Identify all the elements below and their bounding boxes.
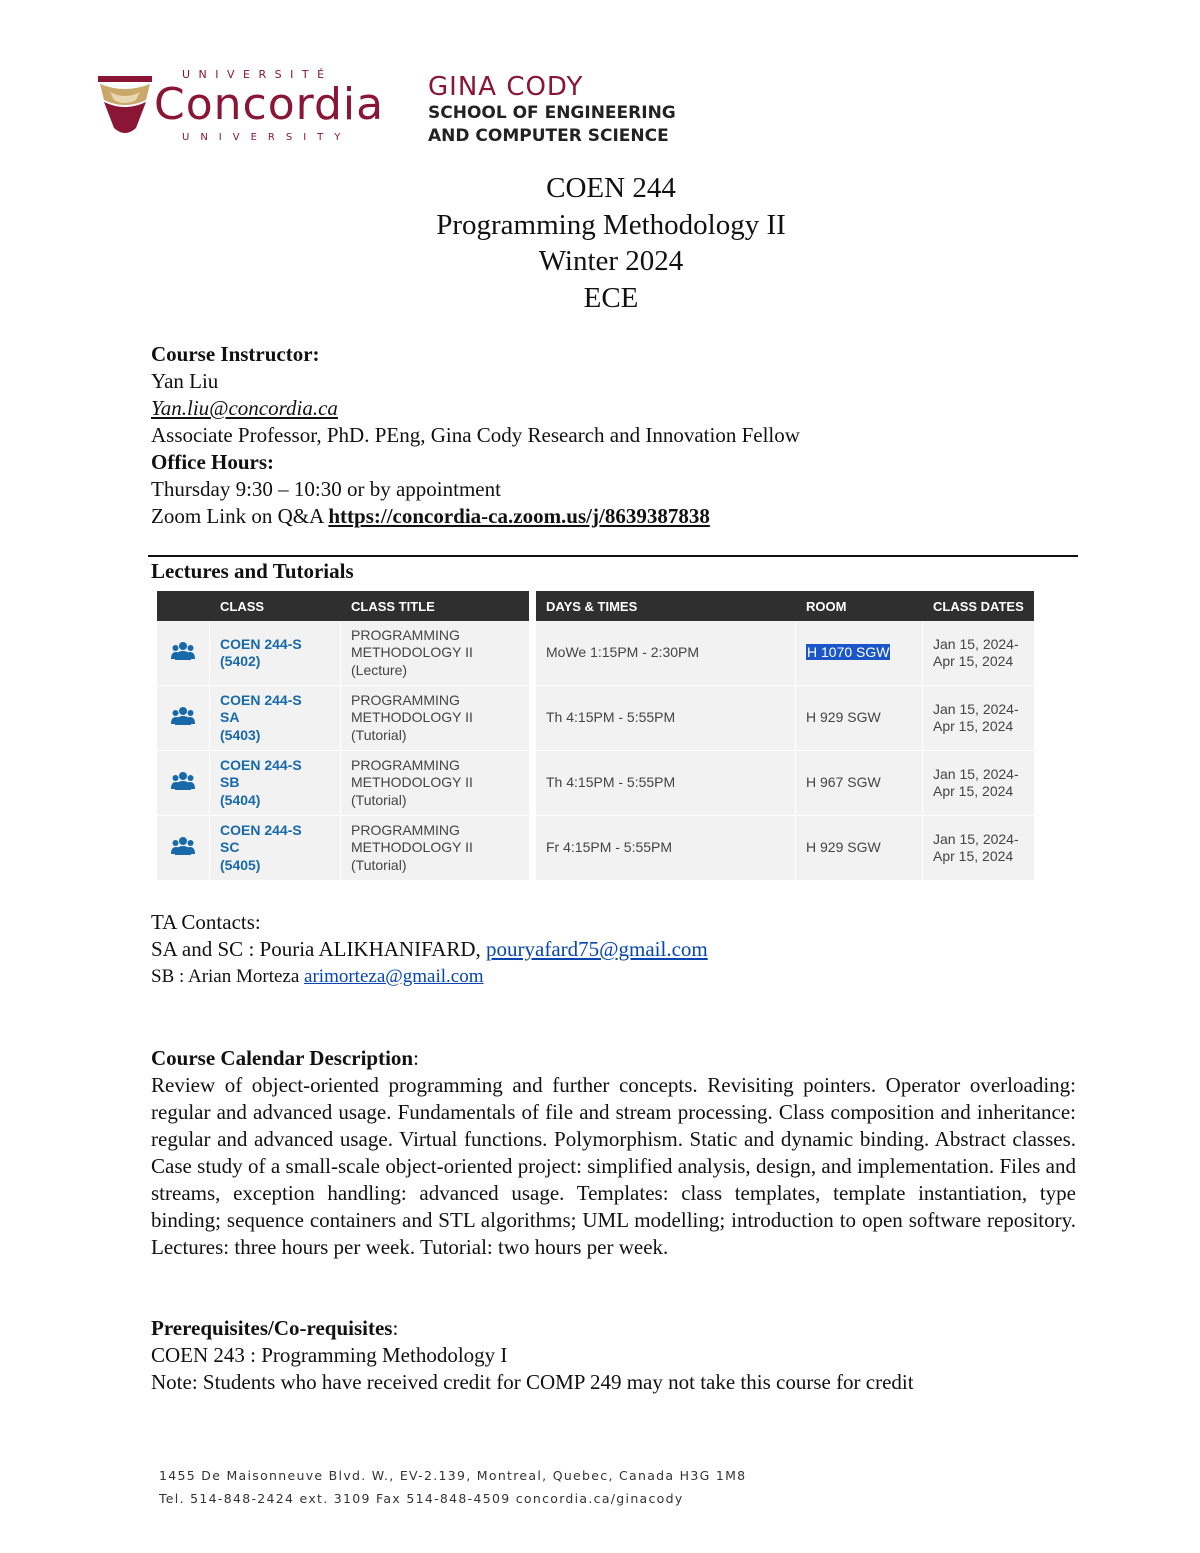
room-cell [796, 816, 923, 881]
school-line-1: SCHOOL OF ENGINEERING [428, 103, 676, 123]
school-name: GINA CODY [428, 72, 584, 102]
concordia-shield-icon [96, 70, 154, 142]
table-row [157, 621, 1034, 686]
class-code: COEN 244-S [220, 756, 302, 773]
prereq-course: COEN 243 : Programming Methodology I [151, 1343, 508, 1367]
class-title-cell [341, 621, 536, 686]
footer-address: 1455 De Maisonneuve Blvd. W., EV-2.139, Montreal, Quebec, Canada H3G 1M8 [159, 1468, 747, 1483]
class-code-link[interactable] [220, 636, 302, 670]
class-dates-cell [923, 621, 1034, 686]
column-header-class-title: CLASS TITLE [341, 591, 536, 621]
logo-university-text: UNIVERSITY [182, 132, 352, 143]
class-icon-cell[interactable] [157, 751, 210, 816]
instructor-name: Yan Liu [151, 369, 219, 393]
class-dates-cell [923, 751, 1034, 816]
days-times-cell: MoWe 1:15PM - 2:30PM [536, 621, 796, 686]
class-date-start: Jan 15, 2024- [933, 635, 1019, 652]
footer [159, 1464, 746, 1510]
ta-line-1-prefix: SA and SC : Pouria ALIKHANIFARD, [151, 937, 487, 961]
class-section: SA [220, 709, 240, 726]
class-title-line-2: METHODOLOGY II [351, 839, 473, 856]
class-date-start: Jan 15, 2024- [933, 765, 1019, 782]
section-divider [148, 555, 1078, 557]
prereq-colon: : [392, 1316, 399, 1340]
office-hours-heading: Office Hours: [151, 450, 275, 474]
description-heading-line [151, 1045, 1076, 1072]
course-description-section [151, 1045, 1076, 1261]
class-title-line-1: PROGRAMMING [351, 626, 460, 643]
class-title-line-2: METHODOLOGY II [351, 644, 473, 661]
prereq-note: Note: Students who have received credit for COMP 249 may not take this course for credit [151, 1370, 914, 1394]
people-group-icon[interactable] [171, 648, 195, 664]
class-date-end: Apr 15, 2024 [933, 653, 1014, 669]
class-number: (5404) [220, 791, 261, 808]
ta-line-sa-sc [151, 936, 1076, 963]
class-kind: (Tutorial) [351, 726, 407, 743]
column-header-room: ROOM [796, 591, 923, 621]
class-cell[interactable] [210, 751, 341, 816]
office-hours-text: Thursday 9:30 – 10:30 or by appointment [151, 477, 501, 501]
room-value: H 929 SGW [806, 709, 881, 726]
class-icon-cell[interactable] [157, 621, 210, 686]
zoom-line [151, 503, 1076, 530]
class-cell[interactable] [210, 686, 341, 751]
description-heading: Course Calendar Description [151, 1046, 414, 1070]
people-group-icon[interactable] [171, 778, 195, 794]
room-cell [796, 686, 923, 751]
course-code: COEN 244 [546, 172, 676, 204]
room-cell [796, 621, 923, 686]
course-dept: ECE [583, 281, 639, 314]
column-header-class-dates: CLASS DATES [923, 591, 1034, 621]
class-date-start: Jan 15, 2024- [933, 830, 1019, 847]
room-cell [796, 751, 923, 816]
icon-column-header [157, 591, 210, 621]
column-header-class: CLASS [210, 591, 341, 621]
class-cell[interactable] [210, 816, 341, 881]
class-kind: (Tutorial) [351, 856, 407, 873]
instructor-role: Associate Professor, PhD. PEng, Gina Cody Research and Innovation Fellow [151, 423, 800, 447]
class-number: (5402) [220, 653, 261, 669]
course-name: Programming Methodology II [436, 208, 786, 241]
room-value: H 1070 SGW [807, 644, 890, 661]
class-code-link[interactable] [220, 692, 302, 743]
people-group-icon[interactable] [171, 713, 195, 729]
instructor-section [151, 341, 1076, 530]
class-icon-cell[interactable] [157, 816, 210, 881]
table-row [157, 686, 1034, 751]
class-number: (5403) [220, 726, 261, 743]
zoom-link[interactable]: https://concordia-ca.zoom.us/j/8639387838 [328, 504, 710, 528]
class-cell[interactable] [210, 621, 341, 686]
class-code: COEN 244-S [220, 635, 302, 652]
days-times-cell: Fr 4:15PM - 5:55PM [536, 816, 796, 881]
class-title-cell [341, 686, 536, 751]
class-section: SB [220, 774, 240, 791]
zoom-prefix: Zoom Link on Q&A [151, 504, 329, 528]
ta-heading: TA Contacts: [151, 910, 261, 934]
class-date-end: Apr 15, 2024 [933, 783, 1014, 799]
course-title-block [0, 170, 1200, 316]
class-code: COEN 244-S [220, 821, 302, 838]
class-title-line-1: PROGRAMMING [351, 691, 460, 708]
class-title-line-1: PROGRAMMING [351, 821, 460, 838]
prereq-heading-line [151, 1315, 1076, 1342]
class-code: COEN 244-S [220, 691, 302, 708]
logo-concordia-wordmark: Concordia [154, 79, 385, 130]
ta-contacts-section [151, 909, 1076, 990]
logo-universite-text: UNIVERSITÉ [182, 68, 333, 81]
instructor-heading: Course Instructor: [151, 342, 320, 366]
class-kind: (Tutorial) [351, 791, 407, 808]
class-title-line-2: METHODOLOGY II [351, 709, 473, 726]
table-header-row [157, 591, 1034, 621]
prerequisites-section [151, 1315, 1076, 1396]
table-row [157, 816, 1034, 881]
class-schedule-table [157, 591, 1034, 881]
class-kind: (Lecture) [351, 661, 408, 678]
gina-cody-logo [428, 72, 676, 148]
description-text: Review of object-oriented programming and further concepts. Revisiting pointers. Operator overloading: regular and advanced usage. Fundamentals of file and stream processing. Class composition and inheritance: regular and advanced usage. Virtual functions. Polymorphism. Static and dynamic binding. Abstract classes. Case study of a small-scale object-oriented project: simplified analysis, design, and implementation. Files and streams, exception handling: advanced usage. Templates: class templates, template instantiation, type binding; sequence containers and STL algorithms; UML modelling; introduction to open software repository. Lectures: three hours per week. Tutorial: two hours per week. [151, 1073, 1076, 1259]
class-title-line-1: PROGRAMMING [351, 756, 460, 773]
instructor-email-link[interactable]: Yan.liu@concordia.ca [151, 396, 338, 420]
description-colon: : [413, 1046, 419, 1070]
class-number: (5405) [220, 856, 261, 873]
class-icon-cell[interactable] [157, 686, 210, 751]
class-dates-cell [923, 686, 1034, 751]
room-value: H 929 SGW [806, 839, 881, 856]
footer-contact: Tel. 514-848-2424 ext. 3109 Fax 514-848-4509 concordia.ca/ginacody [159, 1491, 684, 1506]
class-section: SC [220, 839, 240, 856]
room-value: H 967 SGW [806, 774, 881, 791]
ta-email-arian-link[interactable]: arimorteza@gmail.com [304, 966, 484, 987]
class-title-line-2: METHODOLOGY II [351, 774, 473, 791]
table-row [157, 751, 1034, 816]
column-header-days-times: DAYS & TIMES [536, 591, 796, 621]
class-date-end: Apr 15, 2024 [933, 848, 1014, 864]
days-times-cell: Th 4:15PM - 5:55PM [536, 686, 796, 751]
class-dates-cell [923, 816, 1034, 881]
ta-line-sb [151, 963, 1076, 990]
class-code-link[interactable] [220, 822, 302, 873]
class-title-cell [341, 751, 536, 816]
class-code-link[interactable] [220, 757, 302, 808]
class-title-cell [341, 816, 536, 881]
ta-line-2-prefix: SB : Arian Morteza [151, 966, 305, 987]
lectures-heading: Lectures and Tutorials [151, 559, 354, 583]
ta-email-pouria-link[interactable]: pouryafard75@gmail.com [486, 937, 708, 961]
concordia-logo [96, 68, 396, 148]
class-date-start: Jan 15, 2024- [933, 700, 1019, 717]
days-times-cell: Th 4:15PM - 5:55PM [536, 751, 796, 816]
people-group-icon[interactable] [171, 843, 195, 859]
school-line-2: AND COMPUTER SCIENCE [428, 126, 669, 146]
prereq-heading: Prerequisites/Co-requisites [151, 1316, 393, 1340]
class-date-end: Apr 15, 2024 [933, 718, 1014, 734]
course-term: Winter 2024 [538, 245, 684, 277]
